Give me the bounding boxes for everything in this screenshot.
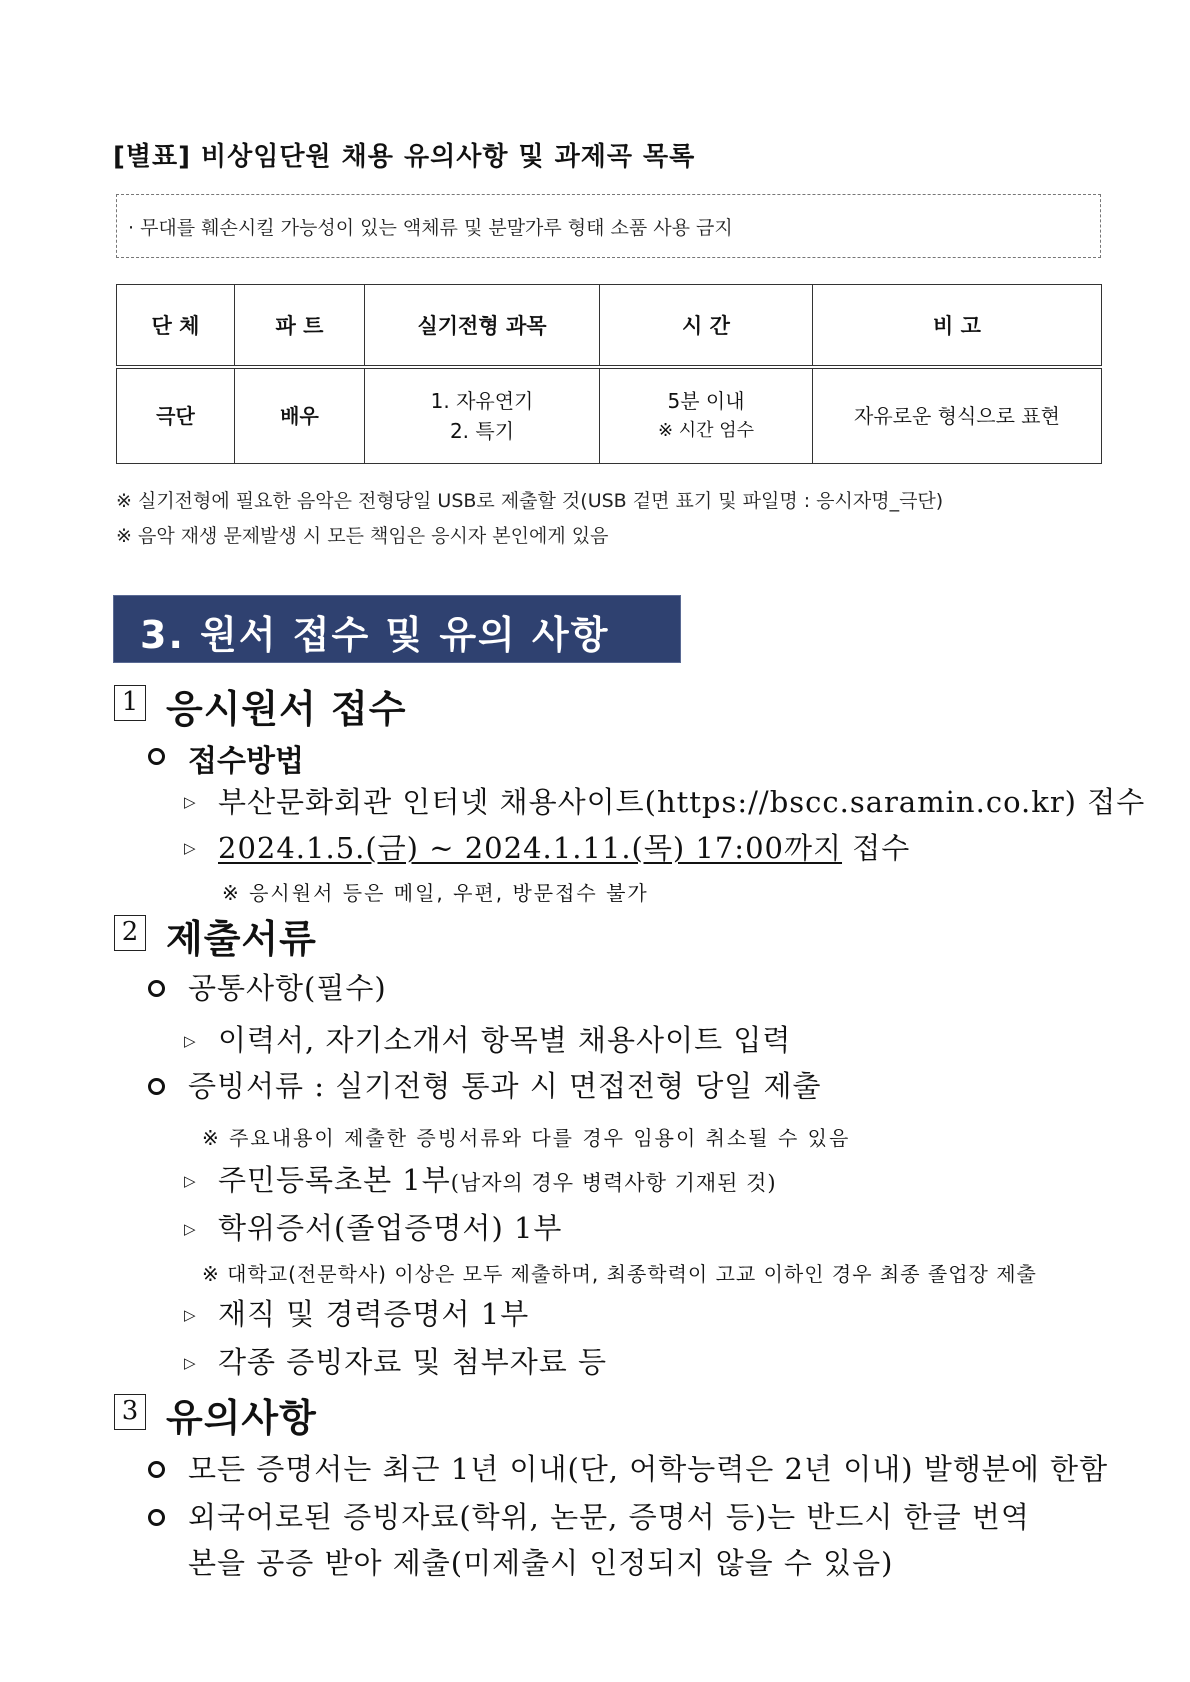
triangle-right-icon: ▷ [184, 839, 196, 857]
header-subject: 실기전형 과목 [365, 285, 600, 368]
time-note: ※ 시간 엄수 [657, 420, 755, 441]
doc-item-4: 각종 증빙자료 및 첨부자료 등 [218, 1345, 608, 1379]
circle-bullet-icon [148, 980, 165, 997]
doc-2-note: ※ 대학교(전문학사) 이상은 모두 제출하며, 최종학력이 고교 이하인 경우 최종 졸업장 제출 [202, 1262, 1037, 1286]
audition-table [116, 284, 1102, 464]
doc-item-3: 재직 및 경력증명서 1부 [218, 1297, 530, 1331]
circle-bullet-icon [148, 1509, 165, 1526]
table-note-1: ※ 실기전형에 필요한 음악은 전형당일 USB로 제출할 것(USB 겉면 표기 및 파일명 : 응시자명_극단) [116, 490, 944, 512]
cell-remark: 자유로운 형식으로 표현 [813, 367, 1102, 464]
section-number-2: 2 [114, 915, 146, 951]
notice-text: · 무대를 훼손시킬 가능성이 있는 액체류 및 분말가루 형태 소품 사용 금지 [128, 217, 733, 239]
method-item-2 [218, 826, 910, 867]
subsection-title-2: 제출서류 [166, 917, 317, 961]
subsection-title-1: 응시원서 접수 [166, 687, 407, 731]
application-period: 2024.1.5.(금) ~ 2024.1.11.(목) 17:00까지 [218, 831, 843, 865]
table-note-2: ※ 음악 재생 문제발생 시 모든 책임은 응시자 본인에게 있음 [116, 525, 609, 547]
evidence-note: ※ 주요내용이 제출한 증빙서류와 다를 경우 임용이 취소될 수 있음 [202, 1126, 851, 1150]
triangle-right-icon: ▷ [184, 793, 196, 811]
triangle-right-icon: ▷ [184, 1306, 196, 1324]
doc-item-2: 학위증서(졸업증명서) 1부 [218, 1211, 563, 1245]
header-group: 단 체 [117, 285, 235, 368]
section-number-1: 1 [114, 685, 146, 721]
circle-bullet-icon [148, 748, 165, 765]
method-item-1: 부산문화회관 인터넷 채용사이트(https://bscc.saramin.co.kr) 접수 [218, 785, 1146, 819]
doc-item-1 [218, 1158, 777, 1199]
cell-subject [365, 367, 600, 464]
method-label: 접수방법 [188, 744, 304, 779]
subject-1: 1. 자유연기 [430, 389, 534, 413]
caution-item-1: 모든 증명서는 최근 1년 이내(단, 어학능력은 2년 이내) 발행분에 한함 [188, 1452, 1109, 1486]
doc-1-paren: (남자의 경우 병력사항 기재된 것) [450, 1171, 777, 1195]
triangle-right-icon: ▷ [184, 1354, 196, 1372]
caution-item-2-line-2: 본을 공증 받아 제출(미제출시 인정되지 않을 수 있음) [188, 1546, 894, 1580]
header-part: 파 트 [235, 285, 365, 368]
evidence-label: 증빙서류 : 실기전형 통과 시 면접전형 당일 제출 [188, 1069, 822, 1103]
triangle-right-icon: ▷ [184, 1220, 196, 1238]
method-note: ※ 응시원서 등은 메일, 우편, 방문접수 불가 [222, 881, 649, 905]
common-label: 공통사항(필수) [188, 971, 387, 1005]
cell-time [600, 367, 813, 464]
triangle-right-icon: ▷ [184, 1172, 196, 1190]
time-value: 5분 이내 [667, 389, 745, 413]
table-header-row [117, 285, 1102, 368]
section-number-3: 3 [114, 1394, 146, 1430]
header-time: 시 간 [600, 285, 813, 368]
subject-2: 2. 특기 [449, 419, 515, 443]
common-item: 이력서, 자기소개서 항목별 채용사이트 입력 [218, 1023, 792, 1057]
circle-bullet-icon [148, 1078, 165, 1095]
doc-1-name: 주민등록초본 1부 [218, 1163, 451, 1197]
table-row [117, 367, 1102, 464]
caution-item-2-line-1: 외국어로된 증빙자료(학위, 논문, 증명서 등)는 반드시 한글 번역 [188, 1500, 1030, 1534]
circle-bullet-icon [148, 1461, 165, 1478]
triangle-right-icon: ▷ [184, 1032, 196, 1050]
section-title: 3. 원서 접수 및 유의 사항 [140, 613, 610, 657]
header-remark: 비 고 [813, 285, 1102, 368]
cell-group: 극단 [117, 367, 235, 464]
application-suffix: 접수 [842, 831, 911, 865]
cell-part: 배우 [235, 367, 365, 464]
annex-title: [별표] 비상임단원 채용 유의사항 및 과제곡 목록 [113, 142, 696, 172]
subsection-title-3: 유의사항 [166, 1396, 317, 1440]
